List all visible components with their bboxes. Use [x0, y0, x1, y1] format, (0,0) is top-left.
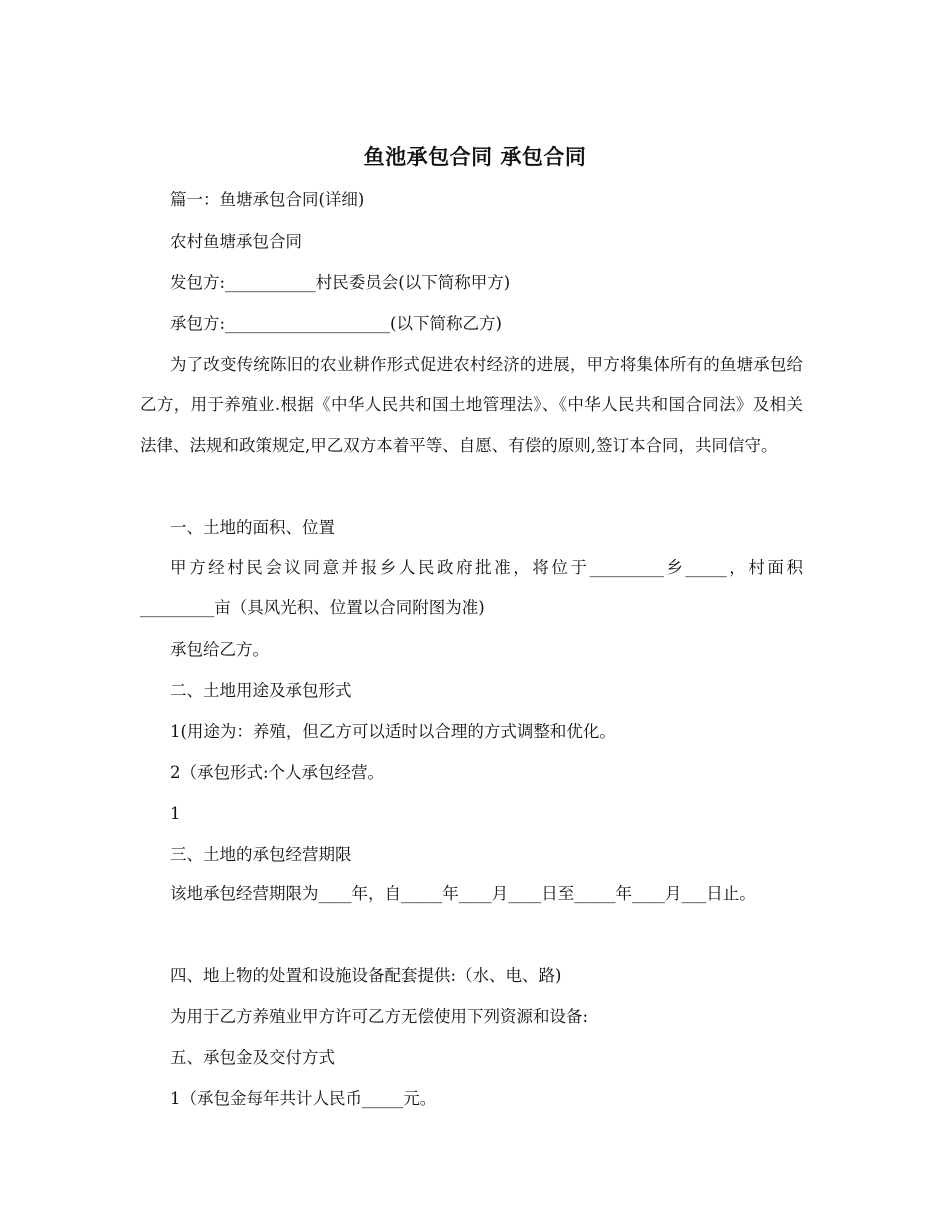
section-heading-term: 三、土地的承包经营期限 [170, 845, 352, 864]
term-paragraph: 该地承包经营期限为____年，自_____年____月____日至_____年____月___日止。 [170, 884, 756, 903]
land-location-paragraph: 甲方经村民会议同意并报乡人民政府批准，将位于_________乡_____，村面积_________亩（具风光积、位置以合同附图为准) [140, 558, 803, 618]
preamble-paragraph: 为了改变传统陈旧的农业耕作形式促进农村经济的进展，甲方将集体所有的鱼塘承包给乙方，用于养殖业.根据《中华人民共和国土地管理法》、《中华人民共和国合同法》及相关法律、法规和政策规定,甲乙双方本着平等、自愿、有偿的原则,签订本合同，共同信守。 [140, 355, 803, 455]
section-heading-land-use: 二、土地用途及承包形式 [170, 681, 352, 700]
section-heading-payment: 五、承包金及交付方式 [170, 1048, 335, 1067]
section-heading-facilities: 四、地上物的处置和设施设备配套提供:（水、电、路) [170, 966, 562, 985]
page-number-marker: 1 [170, 804, 181, 823]
land-use-item-1: 1(用途为：养殖，但乙方可以适时以合理的方式调整和优化。 [170, 722, 616, 741]
document-title: 鱼池承包合同 承包合同 [363, 144, 587, 169]
contractee-party-b-line: 承包方:____________________(以下简称乙方) [170, 314, 502, 333]
contract-subtitle: 农村鱼塘承包合同 [170, 232, 302, 251]
contract-to-party-b-line: 承包给乙方。 [170, 640, 269, 659]
land-use-item-2: 2（承包形式:个人承包经营。 [170, 763, 385, 782]
section-heading-part-one: 篇一：鱼塘承包合同(详细) [170, 190, 365, 209]
payment-item-1: 1（承包金每年共计人民币_____元。 [170, 1089, 437, 1108]
contractor-party-a-line: 发包方:___________村民委员会(以下简称甲方) [170, 273, 511, 292]
section-heading-land-area: 一、土地的面积、位置 [170, 518, 335, 537]
facilities-description-line: 为用于乙方养殖业甲方许可乙方无偿使用下列资源和设备: [170, 1007, 589, 1026]
